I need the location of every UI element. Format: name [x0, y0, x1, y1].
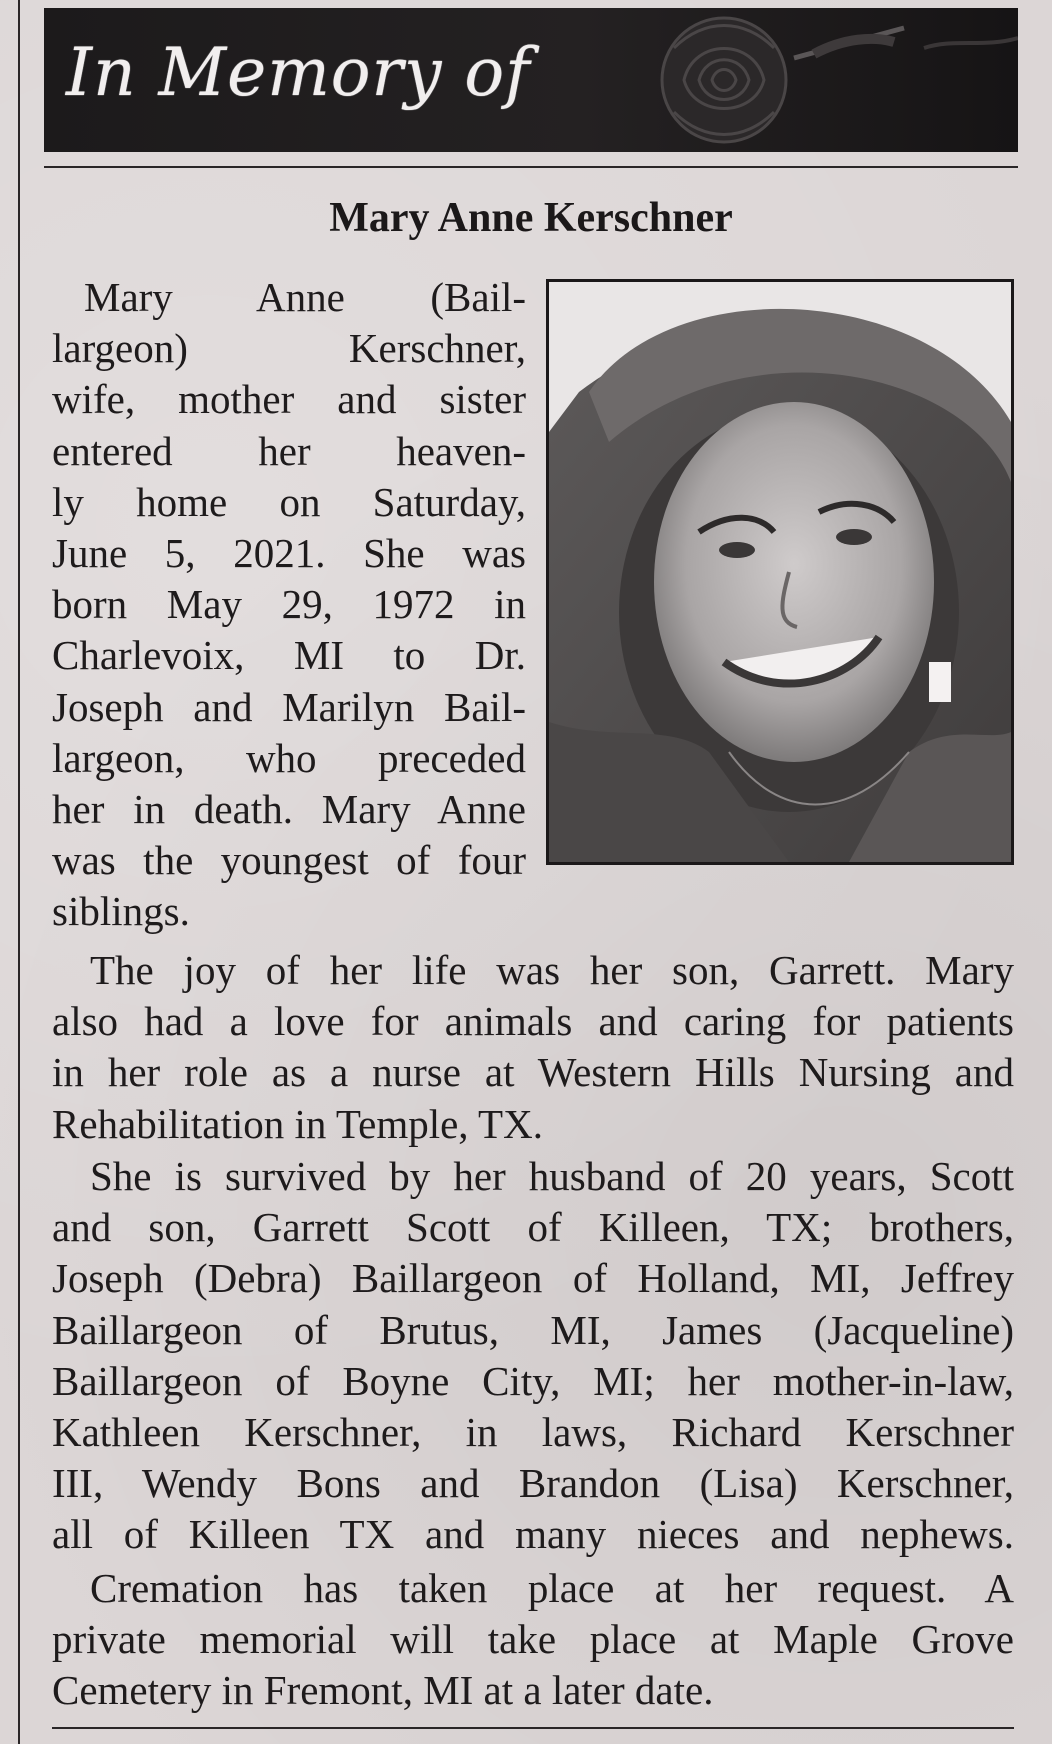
bottom-divider	[52, 1727, 1014, 1729]
paragraph-line: all of Killeen TX and many nieces and nephews.	[52, 1511, 1014, 1558]
intro-line: largeon) Kerschner,	[52, 325, 526, 372]
paragraph-line: The joy of her life was her son, Garrett. Mary	[90, 947, 1014, 993]
intro-line: Joseph and Marilyn Bail-	[52, 683, 526, 730]
obituary-intro-paragraph	[52, 272, 526, 938]
intro-line: Charlevoix, MI to Dr.	[52, 632, 526, 679]
portrait-photo	[546, 279, 1014, 865]
intro-line: Mary Anne (Bail-	[84, 274, 526, 320]
intro-line: entered her heaven-	[52, 427, 526, 474]
intro-line: born May 29, 1972 in	[52, 581, 526, 628]
header-divider	[44, 166, 1018, 168]
paragraph-line: III, Wendy Bons and Brandon (Lisa) Kerschner,	[52, 1460, 1014, 1507]
paragraph-line: Cemetery in Fremont, MI at a later date.	[52, 1667, 714, 1714]
paragraph-line: Rehabilitation in Temple, TX.	[52, 1100, 543, 1147]
paragraph-line: She is survived by her husband of 20 years, Scott	[90, 1153, 1014, 1199]
deceased-name-heading: Mary Anne Kerschner	[329, 195, 733, 241]
paragraph-line: Baillargeon of Brutus, MI, James (Jacqueline)	[52, 1306, 1014, 1353]
intro-line: June 5, 2021. She was	[52, 530, 526, 577]
obituary-paragraph-life	[52, 945, 1014, 1150]
paragraph-line: Baillargeon of Boyne City, MI; her mother-in-law,	[52, 1357, 1014, 1404]
intro-line: was the youngest of four	[52, 837, 526, 884]
obituary-paragraph-survivors	[52, 1151, 1014, 1561]
rose-icon	[644, 8, 1018, 152]
intro-line: largeon, who preceded	[52, 734, 526, 781]
intro-line: wife, mother and sister	[52, 376, 526, 423]
intro-line: siblings.	[52, 888, 190, 935]
paragraph-line: Joseph (Debra) Baillargeon of Holland, MI, Jeffrey	[52, 1255, 1014, 1302]
obituary-paragraph-arrangements	[52, 1563, 1014, 1717]
intro-line: ly home on Saturday,	[52, 478, 526, 525]
header-title: In Memory of	[66, 34, 531, 111]
paragraph-line: private memorial will take place at Maple Grove	[52, 1616, 1014, 1663]
paragraph-line: and son, Garrett Scott of Killeen, TX; brothers,	[52, 1204, 1014, 1251]
column-rule	[18, 0, 20, 1744]
paragraph-line: in her role as a nurse at Western Hills Nursing and	[52, 1049, 1014, 1096]
paragraph-line: Kathleen Kerschner, in laws, Richard Kerschner	[52, 1409, 1014, 1456]
intro-line: her in death. Mary Anne	[52, 786, 526, 833]
memorial-header-band	[44, 8, 1018, 152]
paragraph-line: Cremation has taken place at her request. A	[90, 1565, 1014, 1611]
paragraph-line: also had a love for animals and caring for patients	[52, 998, 1014, 1045]
